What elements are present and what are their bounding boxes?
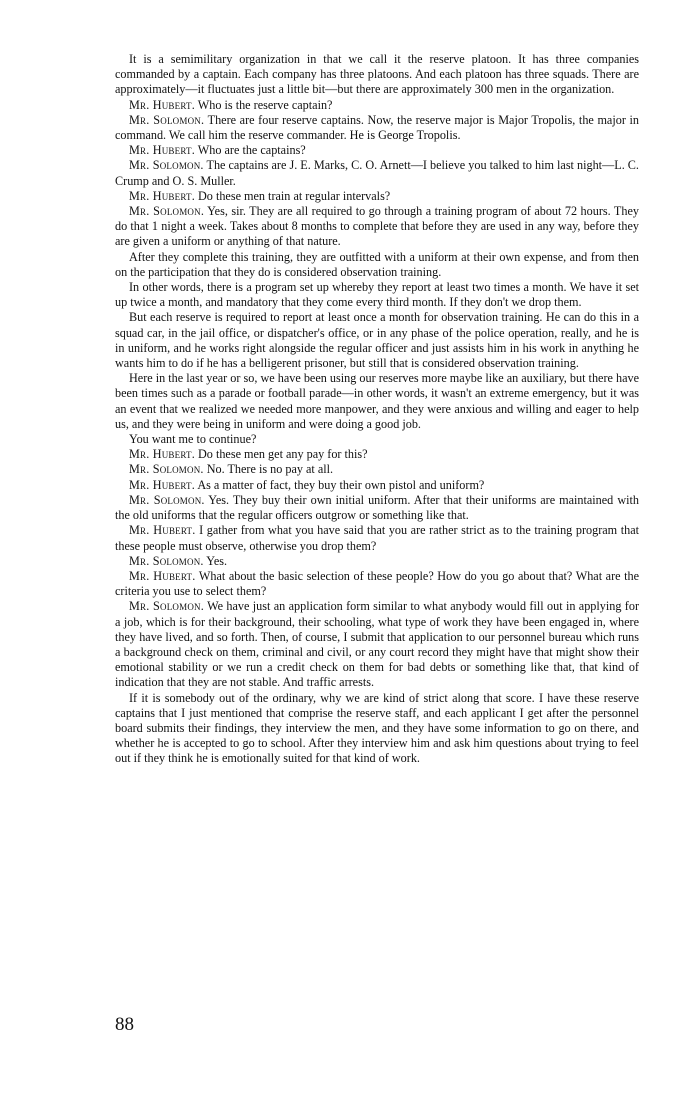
paragraph-19 — [115, 569, 639, 599]
speaker: Mr. Hubert. — [129, 447, 195, 462]
paragraph-11 — [115, 371, 639, 432]
paragraph-text: Yes. They buy their own initial uniform. After that their uniforms are maintained with the old uniforms that the regular officers outgrow or something like that. — [115, 492, 639, 523]
paragraph-17 — [115, 523, 639, 553]
paragraph-16 — [115, 493, 639, 523]
paragraph-text: After they complete this training, they are outfitted with a uniform at their own expense, and from then on the participation that they do is considered observation training. — [115, 249, 639, 279]
transcript-body — [115, 52, 639, 767]
paragraph-text: It is a semimilitary organization in that we call it the reserve platoon. It has three companies commanded by a captain. Each company has three platoons. And each platoon has three squads. There are approximately—it fluctuates just a little bit—but there are approximately 300 men in the organization. — [115, 52, 639, 97]
paragraph-18 — [115, 554, 639, 569]
paragraph-15 — [115, 478, 639, 493]
paragraph-text: No. There is no pay at all. — [206, 462, 334, 477]
paragraph-21 — [115, 691, 639, 767]
speaker: Mr. Solomon. — [129, 553, 204, 568]
speaker: Mr. Hubert. — [129, 477, 195, 492]
paragraph-10 — [115, 310, 639, 371]
paragraph-14 — [115, 462, 639, 477]
speaker: Mr. Hubert. — [129, 143, 195, 158]
page-number: 88 — [115, 1014, 134, 1035]
speaker: Mr. Hubert. — [129, 523, 196, 538]
paragraph-text: Do these men train at regular intervals? — [198, 188, 391, 203]
paragraph-text: Yes. — [206, 553, 228, 568]
paragraph-text: There are four reserve captains. Now, the reserve major is Major Tropolis, the major in command. We call him the reserve commander. He is George Tropolis. — [115, 112, 639, 143]
paragraph-2 — [115, 98, 639, 113]
paragraph-text: Who is the reserve captain? — [197, 97, 333, 112]
paragraph-13 — [115, 447, 639, 462]
paragraph-12 — [115, 432, 639, 447]
paragraph-text: What about the basic selection of these people? How do you go about that? What are the criteria you use to select them? — [115, 568, 640, 599]
speaker: Mr. Hubert. — [129, 97, 195, 112]
paragraph-text: In other words, there is a program set up whereby they report at least two times a month. We have it set up twice a month, and mandatory that they come every third month. If they don't we drop them. — [115, 280, 639, 310]
speaker: Mr. Solomon. — [129, 599, 204, 614]
paragraph-8 — [115, 250, 639, 280]
paragraph-text: Here in the last year or so, we have been using our reserves more maybe like an auxiliary, but there have been times such as a parade or football parade—in other words, it wasn't an extreme emergency, but it was an event that we realized we needed more manpower, and they were anxious and willing and eager to help us, and they were being in uniform and were doing a good job. — [115, 371, 639, 431]
speaker: Mr. Solomon. — [129, 492, 205, 507]
paragraph-text: If it is somebody out of the ordinary, why we are kind of strict along that score. I have these reserve captains that I just mentioned that comprise the reserve staff, and each applicant I get after the personnel board submits their findings, they interview the men, and they have some information to go on there, and whether he is accepted to go to school. After they interview him and ask him questions about trying to feel out if they think he is emotionally suited for that kind of work. — [115, 690, 639, 766]
speaker: Mr. Hubert. — [129, 568, 196, 583]
paragraph-text: I gather from what you have said that you are rather strict as to the training program that these people must observe, otherwise you drop them? — [115, 523, 639, 553]
paragraph-text: We have just an application form similar to what anybody would fill out in applying for a job, which is for their background, their schooling, what type of work they have been engaged in, where they have lived, and so forth. Then, of course, I submit that application to our personnel bureau which runs a background check on them, criminal and civil, or any court record they might have that might show their emotional stability or we run a credit check on them for bad debts or something like that, that kind of indication that they are not stable. And traffic arrests. — [115, 599, 639, 690]
paragraph-text: Do these men get any pay for this? — [198, 447, 368, 462]
paragraph-4 — [115, 143, 639, 158]
paragraph-3 — [115, 113, 639, 143]
paragraph-text: The captains are J. E. Marks, C. O. Arnett—I believe you talked to him last night—L. C. Crump and O. S. Muller. — [115, 158, 639, 188]
speaker: Mr. Hubert. — [129, 188, 195, 203]
speaker: Mr. Solomon. — [129, 158, 204, 173]
speaker: Mr. Solomon. — [129, 204, 205, 219]
speaker: Mr. Solomon. — [129, 112, 205, 127]
paragraph-20 — [115, 599, 639, 690]
paragraph-1 — [115, 52, 639, 98]
paragraph-text: As a matter of fact, they buy their own pistol and uniform? — [197, 477, 485, 492]
paragraph-text: Who are the captains? — [197, 143, 306, 158]
paragraph-text: Yes, sir. They are all required to go through a training program of about 72 hours. They do that 1 night a week. Takes about 8 months to complete that before they are used in any way, before they are given a uniform or anything of that nature. — [115, 204, 639, 249]
paragraph-6 — [115, 189, 639, 204]
paragraph-text: But each reserve is required to report at least once a month for observation training. He can do this in a squad car, in the jail office, or dispatcher's office, or in any phase of the police operation, really, and he is in uniform, and he works right alongside the regular officer and just assists him in his work in anything he wants him to do if he has a belligerent prisoner, but still that is considered observation training. — [115, 310, 639, 371]
paragraph-7 — [115, 204, 639, 250]
paragraph-text: You want me to continue? — [129, 432, 257, 447]
speaker: Mr. Solomon. — [129, 462, 204, 477]
paragraph-9 — [115, 280, 639, 310]
paragraph-5 — [115, 158, 639, 188]
